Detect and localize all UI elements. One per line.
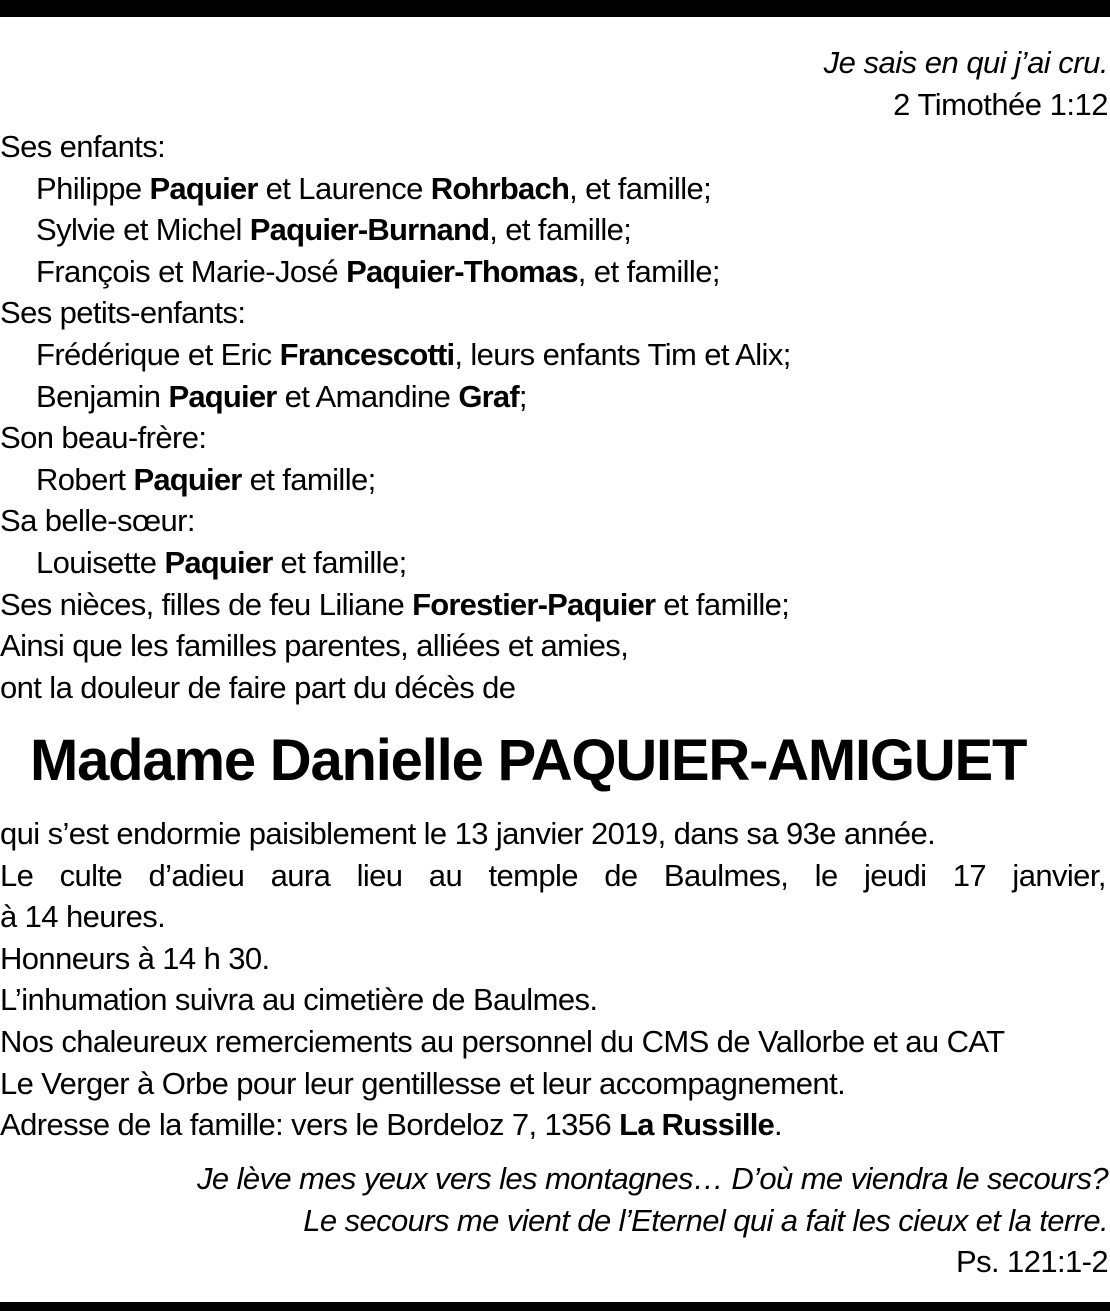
grandchildren-heading: Ses petits-enfants: [0,295,246,331]
word: au [428,857,463,893]
entry-text: Sylvie et Michel [36,212,250,248]
nieces-line [0,584,1110,626]
entry-text: Philippe [36,170,150,206]
entry-text: et famille; [655,586,790,622]
surname: Graf [458,378,519,414]
word: 17 [952,857,987,893]
word: Le [0,857,34,893]
word: de [604,857,638,893]
surname: Paquier [149,170,258,206]
top-border-rule [0,0,1110,17]
body-line: Le Verger à Orbe pour leur gentillesse et leur accompagnement. [0,1065,846,1101]
body-line: Nos chaleureux remerciements au personnel du CMS de Vallorbe et au CAT [0,1023,1005,1059]
body-line: L’inhumation suivra au cimetière de Baulmes. [0,982,598,1018]
announcement-line: ont la douleur de faire part du décès de [0,669,516,705]
family-entry [0,459,1110,501]
children-heading: Ses enfants: [0,129,166,164]
family-entry [0,251,1110,293]
entry-text: et Laurence [257,170,431,206]
word: Baulmes, [663,857,789,893]
entry-text: , et famille; [569,170,712,206]
entry-text: Louisette [36,544,165,580]
closing-reference: Ps. 121:1-2 [956,1244,1108,1280]
body-line: qui s’est endormie paisiblement le 13 janvier 2019, dans sa 93e année. [0,816,936,851]
entry-text: et Amandine [276,378,459,414]
body-line: à 14 heures. [0,899,166,935]
entry-text: et famille; [272,544,407,580]
entry-text: . [773,1107,782,1143]
deceased-name: Madame Danielle PAQUIER-AMIGUET [30,728,1027,793]
surname: Paquier-Burnand [249,212,490,248]
entry-text: François et Marie-José [36,253,347,289]
entry-text: ; [518,378,527,414]
entry-text: et famille; [241,461,376,497]
word: aura [270,857,331,893]
bottom-border-rule [0,1302,1110,1311]
entry-text: , et famille; [489,212,632,248]
entry-text: Adresse de la famille: vers le Bordeloz 7, 1356 [0,1107,620,1143]
sister-in-law-heading: Sa belle-sœur: [0,503,195,539]
surname: Rohrbach [430,170,570,206]
body-line: Honneurs à 14 h 30. [0,940,270,976]
family-list [0,126,1110,708]
family-entry [0,542,1110,584]
surname: Paquier [164,544,273,580]
notice-body [0,813,1110,1146]
families-line: Ainsi que les familles parentes, alliées et amies, [0,628,629,664]
family-entry [0,334,1110,376]
entry-text: Benjamin [36,378,169,414]
closing-quote: Le secours me vient de l’Eternel qui a fait les cieux et la terre. [303,1202,1108,1238]
word: le [814,857,838,893]
epigraph-quote: Je sais en qui j’ai cru. [823,45,1108,80]
family-entry [0,376,1110,418]
word: temple [488,857,578,893]
entry-text: , leurs enfants Tim et Alix; [454,336,791,372]
entry-text: Robert [36,461,134,497]
closing-quote: Je lève mes yeux vers les montagnes… D’où me viendra le secours? [197,1161,1108,1196]
surname: Forestier-Paquier [412,586,656,622]
family-address [0,1104,1110,1146]
epigraph [824,42,1108,126]
surname: Paquier-Thomas [346,253,578,289]
brother-in-law-heading: Son beau-frère: [0,420,207,456]
word: jeudi [863,857,927,893]
word: d’adieu [148,857,245,893]
entry-text: Frédérique et Eric [36,336,280,372]
surname: Francescotti [279,336,455,372]
family-entry [0,168,1110,210]
locality: La Russille [619,1107,774,1143]
entry-text: , et famille; [577,253,720,289]
entry-text: Ses nièces, filles de feu Liliane [0,586,413,622]
family-entry [0,209,1110,251]
word: lieu [356,857,403,893]
epigraph-reference: 2 Timothée 1:12 [893,87,1108,122]
closing-verse [197,1158,1108,1283]
surname: Paquier [133,461,242,497]
word: culte [59,857,123,893]
surname: Paquier [168,378,277,414]
word: janvier, [1012,857,1106,893]
body-line-justified [0,855,1106,897]
